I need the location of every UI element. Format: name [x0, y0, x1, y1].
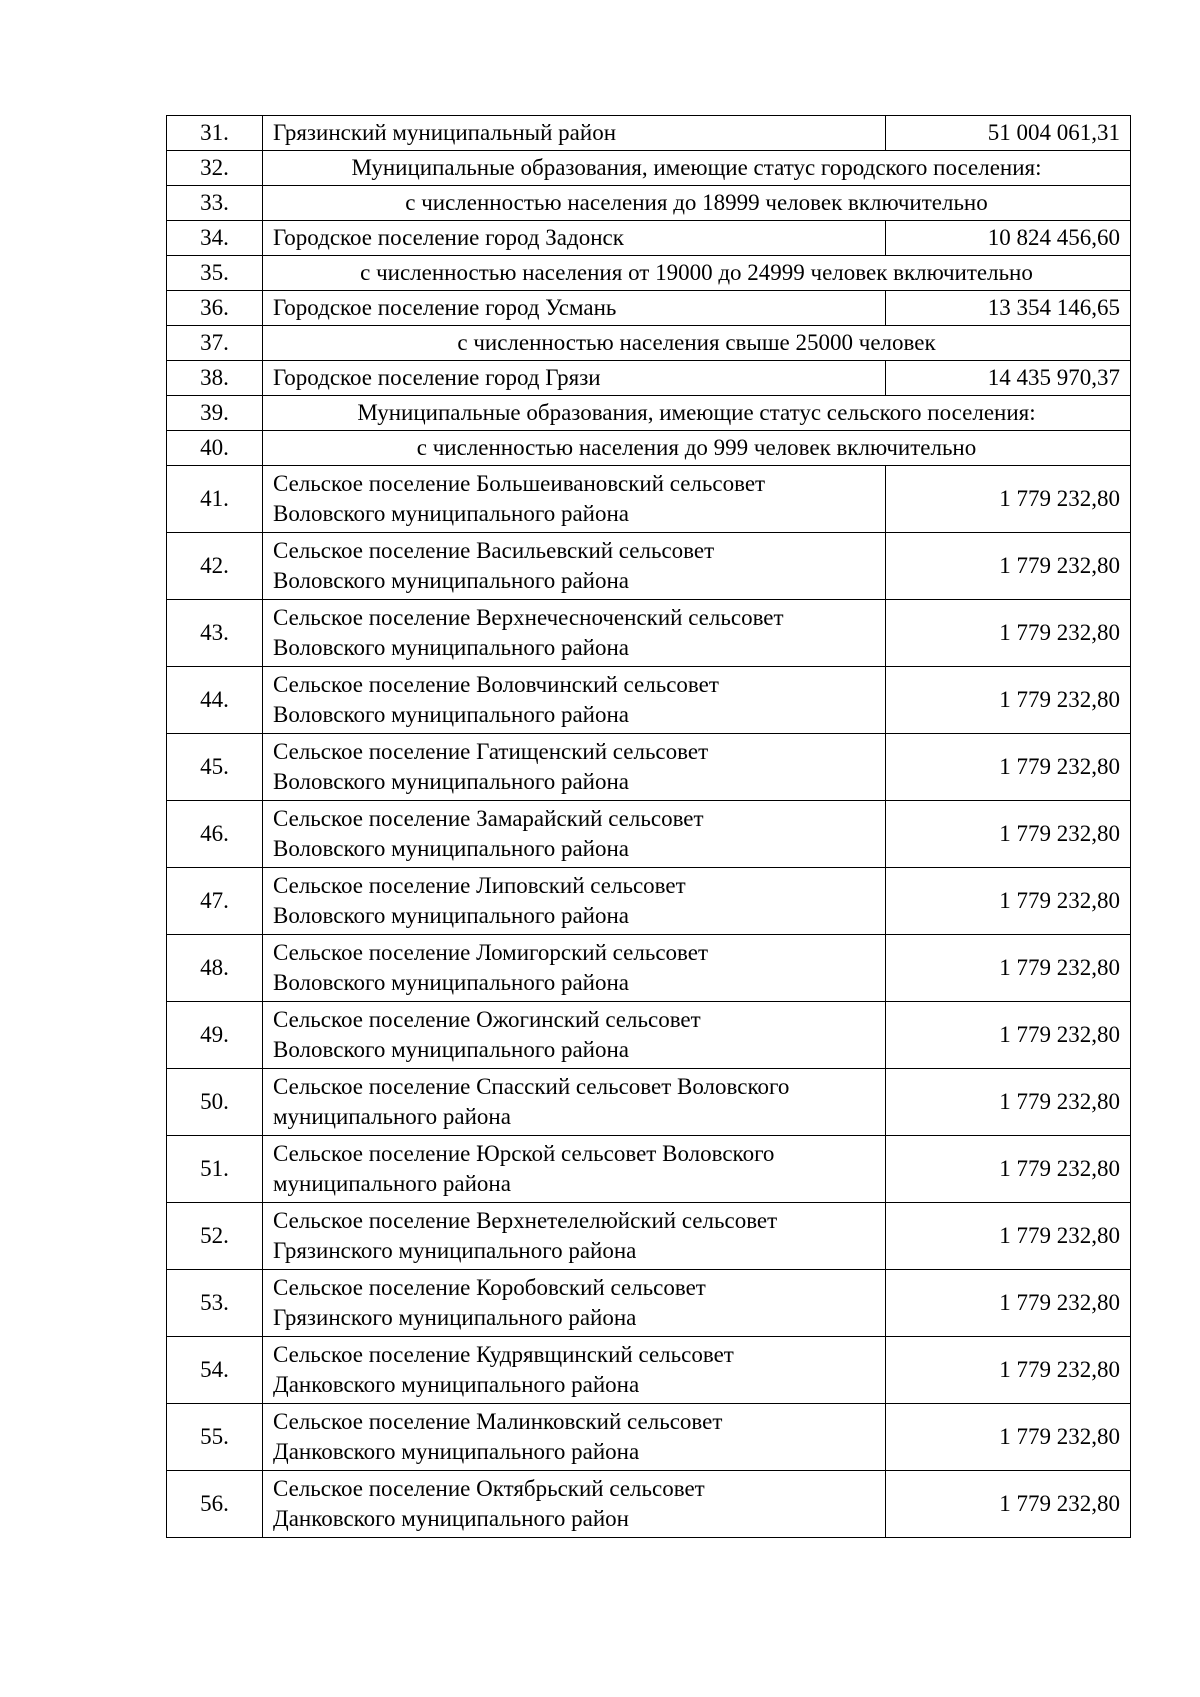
- row-number: 53.: [167, 1270, 263, 1337]
- municipality-name: [263, 667, 886, 734]
- amount-value: 1 779 232,80: [886, 801, 1131, 868]
- row-number: 48.: [167, 935, 263, 1002]
- row-number: 55.: [167, 1404, 263, 1471]
- row-number: 42.: [167, 533, 263, 600]
- name-line-2: Воловского муниципального района: [273, 568, 629, 593]
- name-line-1: Сельское поселение Липовский сельсовет: [273, 873, 686, 898]
- table-row: [167, 801, 1131, 868]
- name-line-2: Воловского муниципального района: [273, 970, 629, 995]
- name-line-1: Сельское поселение Гатищенский сельсовет: [273, 739, 709, 764]
- section-heading: с численностью населения от 19000 до 24999 человек включительно: [263, 256, 1131, 291]
- table-row: [167, 1270, 1131, 1337]
- name-line-1: Сельское поселение Коробовский сельсовет: [273, 1275, 706, 1300]
- name-line-2: Грязинского муниципального района: [273, 1305, 637, 1330]
- name-line-2: Воловского муниципального района: [273, 836, 629, 861]
- municipality-name: [263, 1136, 886, 1203]
- table-row: [167, 1471, 1131, 1538]
- row-number: 49.: [167, 1002, 263, 1069]
- table-row: [167, 116, 1131, 151]
- row-number: 51.: [167, 1136, 263, 1203]
- municipality-name: [263, 868, 886, 935]
- row-number: 40.: [167, 431, 263, 466]
- name-line-1: Сельское поселение Замарайский сельсовет: [273, 806, 704, 831]
- name-line-2: Грязинского муниципального района: [273, 1238, 637, 1263]
- amount-value: 1 779 232,80: [886, 1471, 1131, 1538]
- row-number: 43.: [167, 600, 263, 667]
- amount-value: 1 779 232,80: [886, 868, 1131, 935]
- municipality-name: [263, 1270, 886, 1337]
- name-line-2: Воловского муниципального района: [273, 702, 629, 727]
- municipality-name: [263, 1002, 886, 1069]
- amount-value: 13 354 146,65: [886, 291, 1131, 326]
- table-row: [167, 1337, 1131, 1404]
- amount-value: 51 004 061,31: [886, 116, 1131, 151]
- row-number: 46.: [167, 801, 263, 868]
- name-line-1: Сельское поселение Верхнечесноченский сельсовет: [273, 605, 784, 630]
- table-row: [167, 935, 1131, 1002]
- municipality-name: [263, 466, 886, 533]
- row-number: 50.: [167, 1069, 263, 1136]
- name-line-2: Данковского муниципального района: [273, 1372, 640, 1397]
- name-line-2: Воловского муниципального района: [273, 769, 629, 794]
- row-number: 47.: [167, 868, 263, 935]
- row-number: 39.: [167, 396, 263, 431]
- amount-value: 1 779 232,80: [886, 1404, 1131, 1471]
- municipality-name: Городское поселение город Задонск: [263, 221, 886, 256]
- name-line-1: Сельское поселение Спасский сельсовет Воловского: [273, 1074, 790, 1099]
- name-line-2: Воловского муниципального района: [273, 1037, 629, 1062]
- table-row: [167, 361, 1131, 396]
- section-heading-row: [167, 396, 1131, 431]
- row-number: 31.: [167, 116, 263, 151]
- section-heading-row: [167, 326, 1131, 361]
- table-row: [167, 600, 1131, 667]
- name-line-1: Сельское поселение Верхнетелелюйский сельсовет: [273, 1208, 778, 1233]
- row-number: 41.: [167, 466, 263, 533]
- amount-value: 1 779 232,80: [886, 1337, 1131, 1404]
- amount-value: 1 779 232,80: [886, 1270, 1131, 1337]
- name-line-1: Сельское поселение Кудрявщинский сельсовет: [273, 1342, 734, 1367]
- section-heading: с численностью населения свыше 25000 человек: [263, 326, 1131, 361]
- section-heading: Муниципальные образования, имеющие статус сельского поселения:: [263, 396, 1131, 431]
- amount-value: 1 779 232,80: [886, 466, 1131, 533]
- allocation-table: [166, 115, 1131, 1538]
- municipality-name: [263, 734, 886, 801]
- table-row: [167, 533, 1131, 600]
- section-heading-row: [167, 431, 1131, 466]
- name-line-2: Воловского муниципального района: [273, 635, 629, 660]
- amount-value: 1 779 232,80: [886, 667, 1131, 734]
- amount-value: 14 435 970,37: [886, 361, 1131, 396]
- row-number: 35.: [167, 256, 263, 291]
- row-number: 44.: [167, 667, 263, 734]
- table-row: [167, 221, 1131, 256]
- table-row: [167, 1069, 1131, 1136]
- amount-value: 1 779 232,80: [886, 734, 1131, 801]
- municipality-name: Грязинский муниципальный район: [263, 116, 886, 151]
- row-number: 36.: [167, 291, 263, 326]
- amount-value: 1 779 232,80: [886, 935, 1131, 1002]
- table-row: [167, 291, 1131, 326]
- name-line-1: Сельское поселение Октябрьский сельсовет: [273, 1476, 705, 1501]
- amount-value: 10 824 456,60: [886, 221, 1131, 256]
- municipality-name: [263, 1069, 886, 1136]
- table-row: [167, 1404, 1131, 1471]
- section-heading-row: [167, 256, 1131, 291]
- section-heading: с численностью населения до 18999 человек включительно: [263, 186, 1131, 221]
- municipality-name: Городское поселение город Грязи: [263, 361, 886, 396]
- row-number: 54.: [167, 1337, 263, 1404]
- row-number: 37.: [167, 326, 263, 361]
- municipality-name: [263, 600, 886, 667]
- name-line-2: муниципального района: [273, 1104, 511, 1129]
- table-row: [167, 734, 1131, 801]
- table-row: [167, 667, 1131, 734]
- municipality-name: [263, 935, 886, 1002]
- amount-value: 1 779 232,80: [886, 1002, 1131, 1069]
- table-row: [167, 868, 1131, 935]
- name-line-2: муниципального района: [273, 1171, 511, 1196]
- name-line-2: Воловского муниципального района: [273, 501, 629, 526]
- name-line-1: Сельское поселение Васильевский сельсовет: [273, 538, 715, 563]
- table-row: [167, 1002, 1131, 1069]
- name-line-2: Данковского муниципального района: [273, 1439, 640, 1464]
- name-line-1: Сельское поселение Большеивановский сельсовет: [273, 471, 766, 496]
- name-line-1: Сельское поселение Ломигорский сельсовет: [273, 940, 709, 965]
- municipality-name: [263, 1203, 886, 1270]
- amount-value: 1 779 232,80: [886, 600, 1131, 667]
- name-line-1: Сельское поселение Малинковский сельсовет: [273, 1409, 723, 1434]
- municipality-name: [263, 533, 886, 600]
- row-number: 45.: [167, 734, 263, 801]
- municipality-name: Городское поселение город Усмань: [263, 291, 886, 326]
- section-heading: Муниципальные образования, имеющие статус городского поселения:: [263, 151, 1131, 186]
- table-row: [167, 1203, 1131, 1270]
- row-number: 34.: [167, 221, 263, 256]
- section-heading-row: [167, 186, 1131, 221]
- name-line-1: Сельское поселение Юрской сельсовет Воловского: [273, 1141, 775, 1166]
- amount-value: 1 779 232,80: [886, 1203, 1131, 1270]
- table-row: [167, 1136, 1131, 1203]
- municipality-name: [263, 801, 886, 868]
- municipality-name: [263, 1337, 886, 1404]
- name-line-1: Сельское поселение Ожогинский сельсовет: [273, 1007, 701, 1032]
- row-number: 33.: [167, 186, 263, 221]
- municipality-name: [263, 1471, 886, 1538]
- amount-value: 1 779 232,80: [886, 533, 1131, 600]
- name-line-2: Данковского муниципального район: [273, 1506, 629, 1531]
- row-number: 52.: [167, 1203, 263, 1270]
- section-heading-row: [167, 151, 1131, 186]
- municipality-name: [263, 1404, 886, 1471]
- row-number: 32.: [167, 151, 263, 186]
- section-heading: с численностью населения до 999 человек включительно: [263, 431, 1131, 466]
- row-number: 56.: [167, 1471, 263, 1538]
- amount-value: 1 779 232,80: [886, 1069, 1131, 1136]
- name-line-2: Воловского муниципального района: [273, 903, 629, 928]
- amount-value: 1 779 232,80: [886, 1136, 1131, 1203]
- row-number: 38.: [167, 361, 263, 396]
- name-line-1: Сельское поселение Воловчинский сельсовет: [273, 672, 719, 697]
- table-row: [167, 466, 1131, 533]
